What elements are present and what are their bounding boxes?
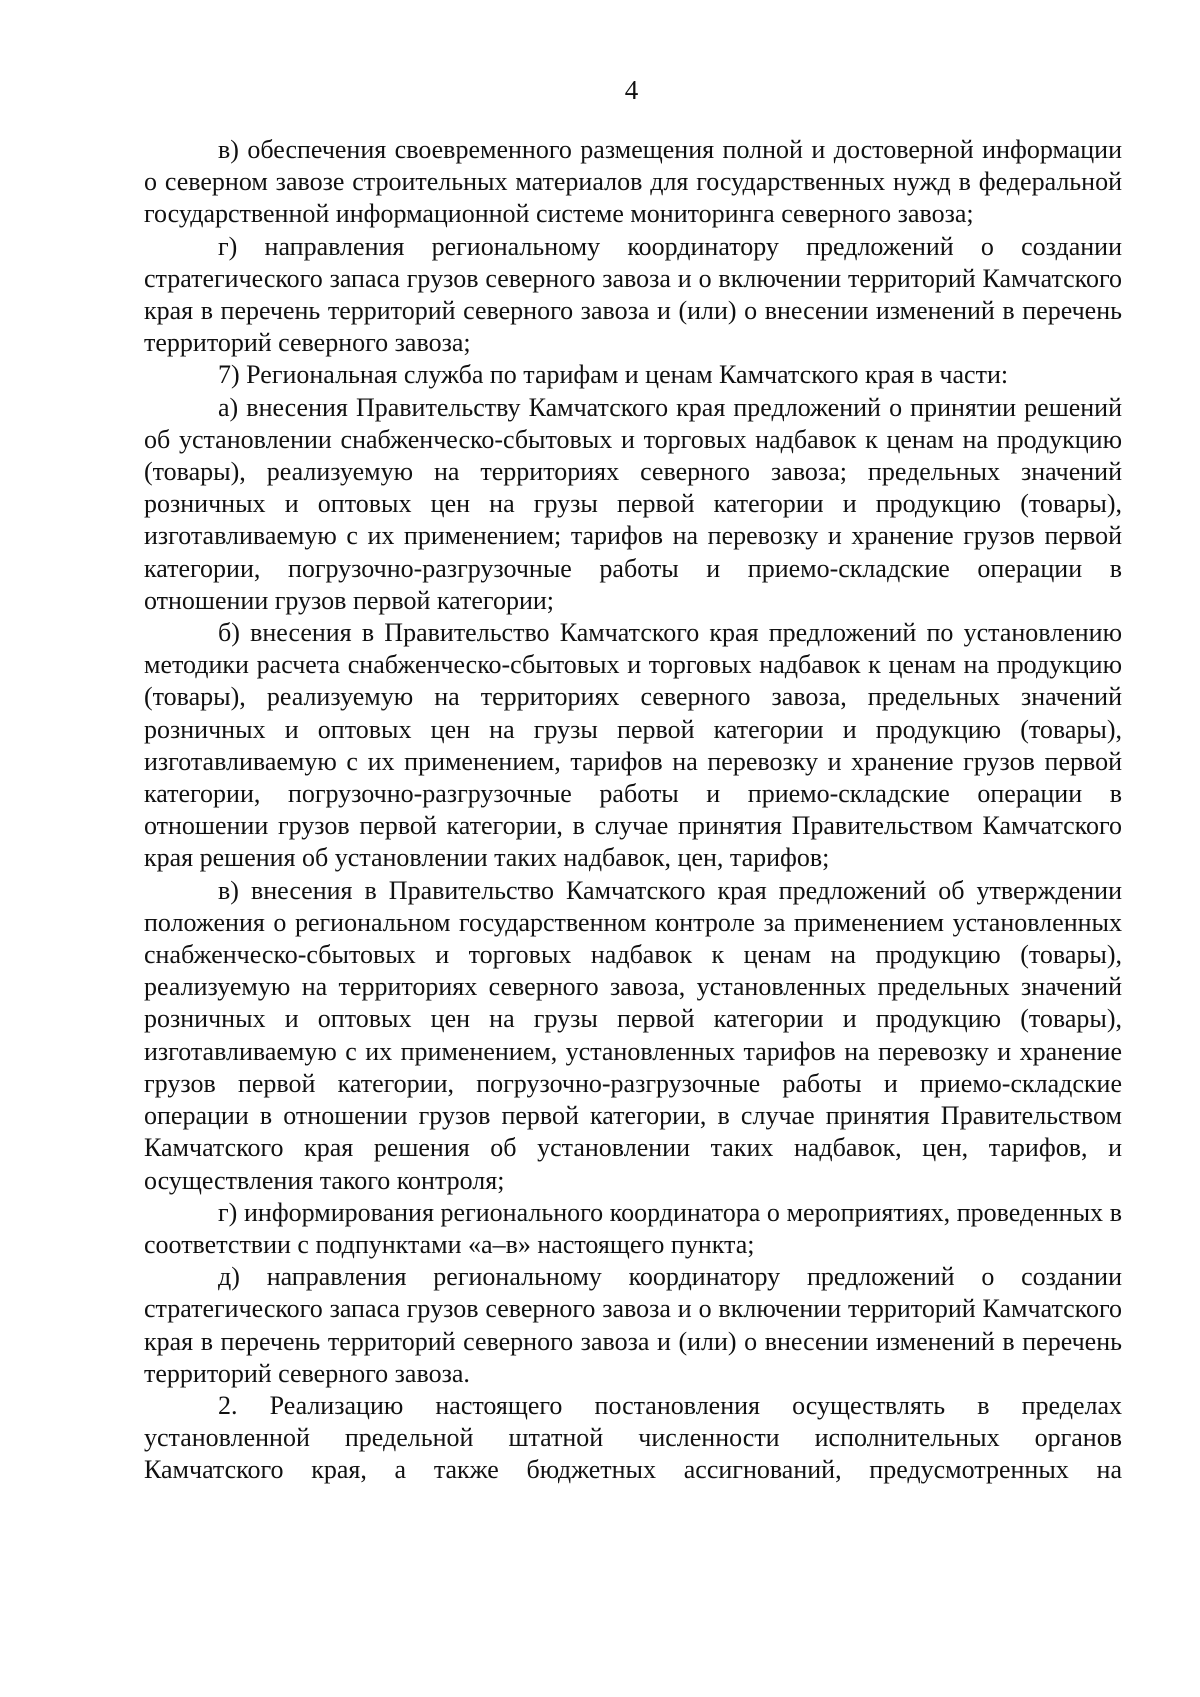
paragraph-v-information: в) обеспечения своевременного размещения полной и достоверной информации о северном завозе строительных материалов для государственных нужд в федеральной государственной информационной системе мониторинга северного завоза; — [144, 135, 1122, 229]
paragraph-7-tariff-service: 7) Региональная служба по тарифам и ценам Камчатского края в части: — [218, 360, 1009, 390]
paragraph-g-informing: г) информирования регионального координатора о мероприятиях, проведенных в соответствии с подпунктами «а–в» настоящего пункта; — [144, 1197, 1122, 1259]
page-number: 4 — [624, 75, 639, 105]
paragraph-b-methodology: б) внесения в Правительство Камчатского края предложений по установлению методики расчета снабженческо-сбытовых и торговых надбавок к ценам на продукцию (товары), реализуемую на территориях северного завоза, предельных значений розничных и оптовых цен на грузы первой категории и продукцию (товары), изготавливаемую с их применением, тарифов на перевозку и хранение грузов первой категории, погрузочно-разгрузочные работы и приемо-складские операции в отношении грузов первой категории, в случае принятия Правительством Камчатского края решения об установлении таких надбавок, цен, тарифов; — [144, 618, 1122, 873]
paragraph-g-proposals: г) направления региональному координатору предложений о создании стратегического запаса грузов северного завоза и о включении территорий Камчатского края в перечень территорий северного завоза и (или) о внесении изменений в перечень территорий северного завоза; — [144, 231, 1122, 358]
paragraph-a-markups: а) внесения Правительству Камчатского края предложений о принятии решений об установлении снабженческо-сбытовых и торговых надбавок к ценам на продукцию (товары), реализуемую на территориях северного завоза; предельных значений розничных и оптовых цен на грузы первой категории и продукцию (товары), изготавливаемую с их применением; тарифов на перевозку и хранение грузов первой категории, погрузочно-разгрузочные работы и приемо-складские операции в отношении грузов первой категории; — [144, 392, 1122, 615]
paragraph-v-control: в) внесения в Правительство Камчатского края предложений об утверждении положения о региональном государственном контроле за применением установленных снабженческо-сбытовых и торговых надбавок к ценам на продукцию (товары), реализуемую на территориях северного завоза, установленных предельных значений розничных и оптовых цен на грузы первой категории и продукцию (товары), изготавливаемую с их применением, установленных тарифов на перевозку и хранение грузов первой категории, погрузочно-разгрузочные работы и приемо-складские операции в отношении грузов первой категории, в случае принятия Правительством Камчатского края решения об установлении таких надбавок, цен, тарифов, и осуществления такого контроля; — [144, 875, 1122, 1195]
document-body — [144, 134, 1122, 1487]
paragraph-d-proposals: д) направления региональному координатору предложений о создании стратегического запаса грузов северного завоза и о включении территорий Камчатского края в перечень территорий северного завоза и (или) о внесении изменений в перечень территорий северного завоза. — [144, 1262, 1122, 1388]
paragraph-2-implementation: 2. Реализацию настоящего постановления осуществлять в пределах установленной предельной штатной численности исполнительных органов Камчатского края, а также бюджетных ассигнований, предусмотренных на — [144, 1390, 1122, 1485]
